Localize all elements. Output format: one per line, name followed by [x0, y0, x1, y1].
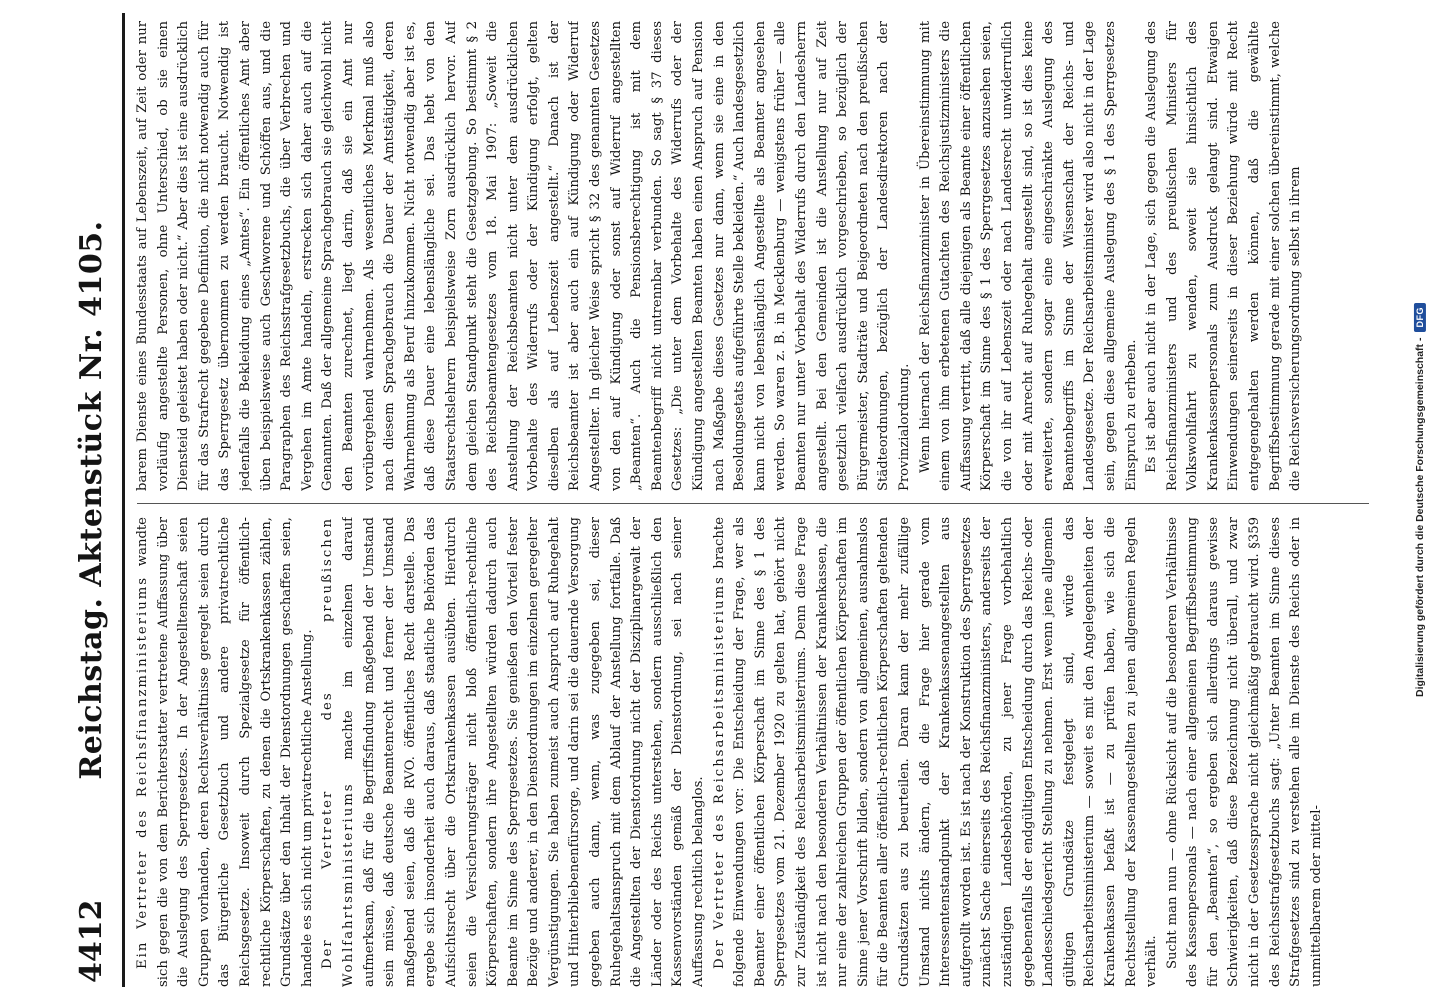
page-header: [64, 13, 125, 987]
paragraph-text: barem Dienste eines Bundesstaats auf Lebenszeit, auf Zeit oder nur vorläufig angestellte Personen, ohne Unterschied, ob sie einen Diensteid geleistet haben oder nicht.“ Aber dies ist eine ausdrücklich für das Strafrecht gegebene Definition, die nicht notwendig auch für das Sperrgesetz übernommen zu werden braucht. Notwendig ist jedenfalls die Bekleidung eines „Amtes“. Ein öffentliches Amt aber üben beispielsweise auch Geschworene und Schöffen aus, und die Paragraphen des Reichsstrafgesetzbuchs, die über Verbrechen und Vergehen im Amte handeln, erstrecken sich daher auch auf die Genannten. Daß der allgemeine Sprachgebrauch sie gleichwohl nicht den Beamten zurechnet, liegt darin, daß sie ein Amt nur vorübergehend wahrnehmen. Als wesentliches Merkmal muß also nach diesem Sprachgebrauch die Dauer der Amtstätigkeit, deren Wahrnehmung als Beruf hinzukommen. Nicht notwendig aber ist es, daß diese Dauer eine lebenslängliche sei. Das hebt von den Staatsrechtslehrern beispielsweise Zorn ausdrücklich hervor. Auf dem gleichen Standpunkt steht die Gesetzgebung. So bestimmt § 2 des Reichsbeamtengesetzes vom 18. Mai 1907: „Soweit die Anstellung der Reichsbeamten nicht unter dem ausdrücklichen Vorbehalte des Widerrufs oder der Kündigung erfolgt, gelten dieselben als auf Lebenszeit angestellt.“ Danach ist der Reichsbeamter ist aber auch ein auf Kündigung oder Widerruf Angestellter. In gleicher Weise spricht § 32 des genannten Gesetzes von den auf Kündigung oder sonst auf Widerruf angestellten „Beamten“. Auch die Pensionsberechtigung ist mit dem Beamtenbegriff nicht untrennbar verbunden. So sagt § 37 dieses Gesetzes: „Die unter dem Vorbehalte des Widerrufs oder der Kündigung angestellten Beamten haben einen Anspruch auf Pension nach Maßgabe dieses Gesetzes nur dann, wenn sie eine in den Besoldungsetats aufgeführte Stelle bekleiden.“ Auch landesgesetzlich kann nicht von lebenslänglich Angestellte als Beamter angesehen werden. So waren z. B. in Mecklenburg — wenigstens früher — alle Beamten nur unter Vorbehalt des Widerrufs durch den Landesherrn angestellt. Bei den Gemeinden ist die Anstellung nur auf Zeit gesetzlich vielfach ausdrücklich vorgeschrieben, so bezüglich der Bürgermeister, Stadträte und Beigeordneten nach den preußischen Städteordnungen, bezüglich der Landesdirektoren nach der Provinzialordnung.: [135, 21, 912, 491]
page-title: Reichstag. Aktenstück Nr. 4105.: [74, 220, 109, 780]
paragraph-text: wandte sich gegen die von dem Berichterstatter vertretene Auffassung über die Auslegung des Sperrgesetzes. In der Angestelltenschaft seien Gruppen vorhanden, deren Rechtsverhältnisse geregelt seien durch das Bürgerliche Gesetzbuch und andere privatrechtliche Reichsgesetze. Insoweit durch Spezialgesetze für öffentlich-rechtliche Körperschaften, zu denen die Ortskrankenkassen zählen, Grundsätze über den Inhalt der Dienstordnungen geschaffen seien, handele es sich nicht um privatrechtliche Anstellung.: [135, 517, 315, 987]
document-page: [52, 5, 1382, 995]
page-number: 4412: [74, 899, 109, 983]
digitization-credit: [1410, 6, 1430, 994]
paragraph: [318, 517, 709, 987]
left-column: [133, 517, 1375, 987]
paragraph-text: brachte folgende Einwendungen vor: Die Entscheidung der Frage, wer als Beamter einer öffentlichen Körperschaft im Sinne des § 1 des Sperrgesetzes vom 21. Dezember 1920 zu gelten hat, gehört nicht zur Zuständigkeit des Reichsarbeitsministeriums. Denn diese Frage ist nicht nach den besonderen Verhältnissen der Krankenkassen, die nur eine der zahlreichen Gruppen der öffentlichen Körperschaften im Sinne jener Vorschrift bilden, sondern von allgemeinen, ausnahmslos für die Beamten aller öffentlich-rechtlichen Körperschaften geltenden Grundsätzen aus zu beurteilen. Daran kann der mehr zufällige Umstand nichts ändern, daß die Frage hier gerade vom Interessentenstandpunkt der Krankenkassenangestellten aus aufgerollt worden ist. Es ist nach der Konstruktion des Sperrgesetzes zunächst Sache einerseits des Reichsfinanzministers, anderseits der zuständigen Landesbehörden, zu jener Frage vorbehaltlich gegebenenfalls der endgültigen Entscheidung durch das Reichs- oder Landesschiedsgericht Stellung zu nehmen. Erst wenn jene allgemein gültigen Grundsätze festgelegt sind, würde das Reichsarbeitsministerium — soweit es mit den Angelegenheiten der Krankenkassen befaßt ist — zu prüfen haben, wie sich die Rechtsstellung der Kassenangestellten zu jenen allgemeinen Regeln verhält.: [711, 517, 1160, 987]
paragraph-text: Wenn hiernach der Reichsfinanzminister in Übereinstimmung mit einem von ihm erbetenen Gutachten des Reichsjustizministers die Auffassung vertritt, daß alle diejenigen als Beamte einer öffentlichen Körperschaft im Sinne des § 1 des Sperrgesetzes anzusehen seien, die von ihr auf Lebenszeit oder nach Landesrecht unwiderruflich oder mit Anrecht auf Ruhegehalt angestellt sind, so ist dies keine erweiterte, sondern sogar eine eingeschränkte Auslegung des Beamtenbegriffs im Sinne der Wissenschaft der Reichs- und Landesgesetze. Der Reichsarbeitsminister wird also nicht in der Lage sein, gegen diese allgemeine Auslegung des § 1 des Sperrgesetzes Einspruch zu erheben.: [917, 21, 1139, 491]
column-divider: [137, 503, 1369, 504]
paragraph: [916, 21, 1143, 491]
paragraph: [1142, 21, 1307, 491]
credit-text: Digitalisierung gefördert durch die Deutsche Forschungsgemeinschaft -: [1414, 337, 1427, 697]
paragraph: [710, 517, 1163, 987]
paragraph-text: Sucht man nun — ohne Rücksicht auf die besonderen Verhältnisse des Kassenpersonals — nach einer allgemeinen Begriffsbestimmung für den „Beamten“, so ergeben sich allerdings daraus gewisse Schwierigkeiten, daß diese Bezeichnung nicht überall, und zwar nicht in der Gesetzessprache nicht gleichmäßig gebraucht wird. §359 des Reichsstrafgesetzbuchs sagt: „Unter Beamten im Sinne dieses Strafgesetzes sind zu verstehen alle im Dienste des Reichs oder in unmittelbarem oder mittel-: [1164, 517, 1324, 987]
text-columns: [133, 13, 1375, 987]
right-column: [133, 21, 1375, 491]
paragraph: [133, 517, 318, 987]
paragraph: [1163, 517, 1328, 987]
speaker-label: Der Vertreter des Reichsarbeitsministeriums: [711, 575, 727, 969]
paragraph-text: Es ist aber auch nicht in der Lage, sich gegen die Auslegung des Reichsfinanzministers und des preußischen Ministers für Volkswohlfahrt zu wenden, soweit sie hinsichtlich des Krankenkassenpersonals zum Ausdruck gelangt sind. Etwaigen Einwendungen seinerseits in dieser Beziehung würde mit Recht entgegengehalten werden können, daß die gewählte Begriffsbestimmung gerade mit einer solchen übereinstimmt, welche die Reichsversicherungsordnung selbst in ihrem: [1144, 21, 1304, 491]
paragraph: [133, 21, 916, 491]
speaker-label: Ein Vertreter des Reichsfinanzministeriums: [135, 575, 150, 969]
speaker-label: Der Vertreter des preußischen Wohlfahrtsministeriums: [320, 517, 356, 987]
paragraph-text: machte im einzelnen darauf aufmerksam, daß für die Begriffsfindung maßgebend der Umstand sein müsse, daß deutsche Beamtenrecht und ferner der Umstand maßgebend seien, daß die RVO. öffentliches Recht darstelle. Das ergebe sich insonderheit auch daraus, daß staatliche Behörden das Aufsichtsrecht über die Ortskrankenkassen ausübten. Hierdurch seien die Versicherungsträger nicht bloß öffentlich-rechtliche Körperschaften, sondern ihre Angestellten würden dadurch auch Beamte im Sinne des Sperrgesetzes. Sie genießen den Vorteil fester Bezüge und anderer, in den Dienstordnungen im einzelnen geregelter Vergünstigungen. Sie haben zumeist auch Anspruch auf Ruhegehalt und Hinterbliebenenfürsorge, und darin sei die dauernde Versorgung gegeben auch dann, wenn, was zugegeben sei, dieser Ruhegehaltsanspruch mit dem Ablauf der Anstellung fortfalle. Daß die Angestellten der Dienstordnung nicht der Disziplinargewalt der Länder oder des Reichs unterstehen, sondern ausschließlich den Kassenvorständen gemäß der Dienstordnung, sei nach seiner Auffassung rechtlich belanglos.: [340, 517, 707, 987]
dfg-logo: DFG: [1414, 303, 1426, 332]
